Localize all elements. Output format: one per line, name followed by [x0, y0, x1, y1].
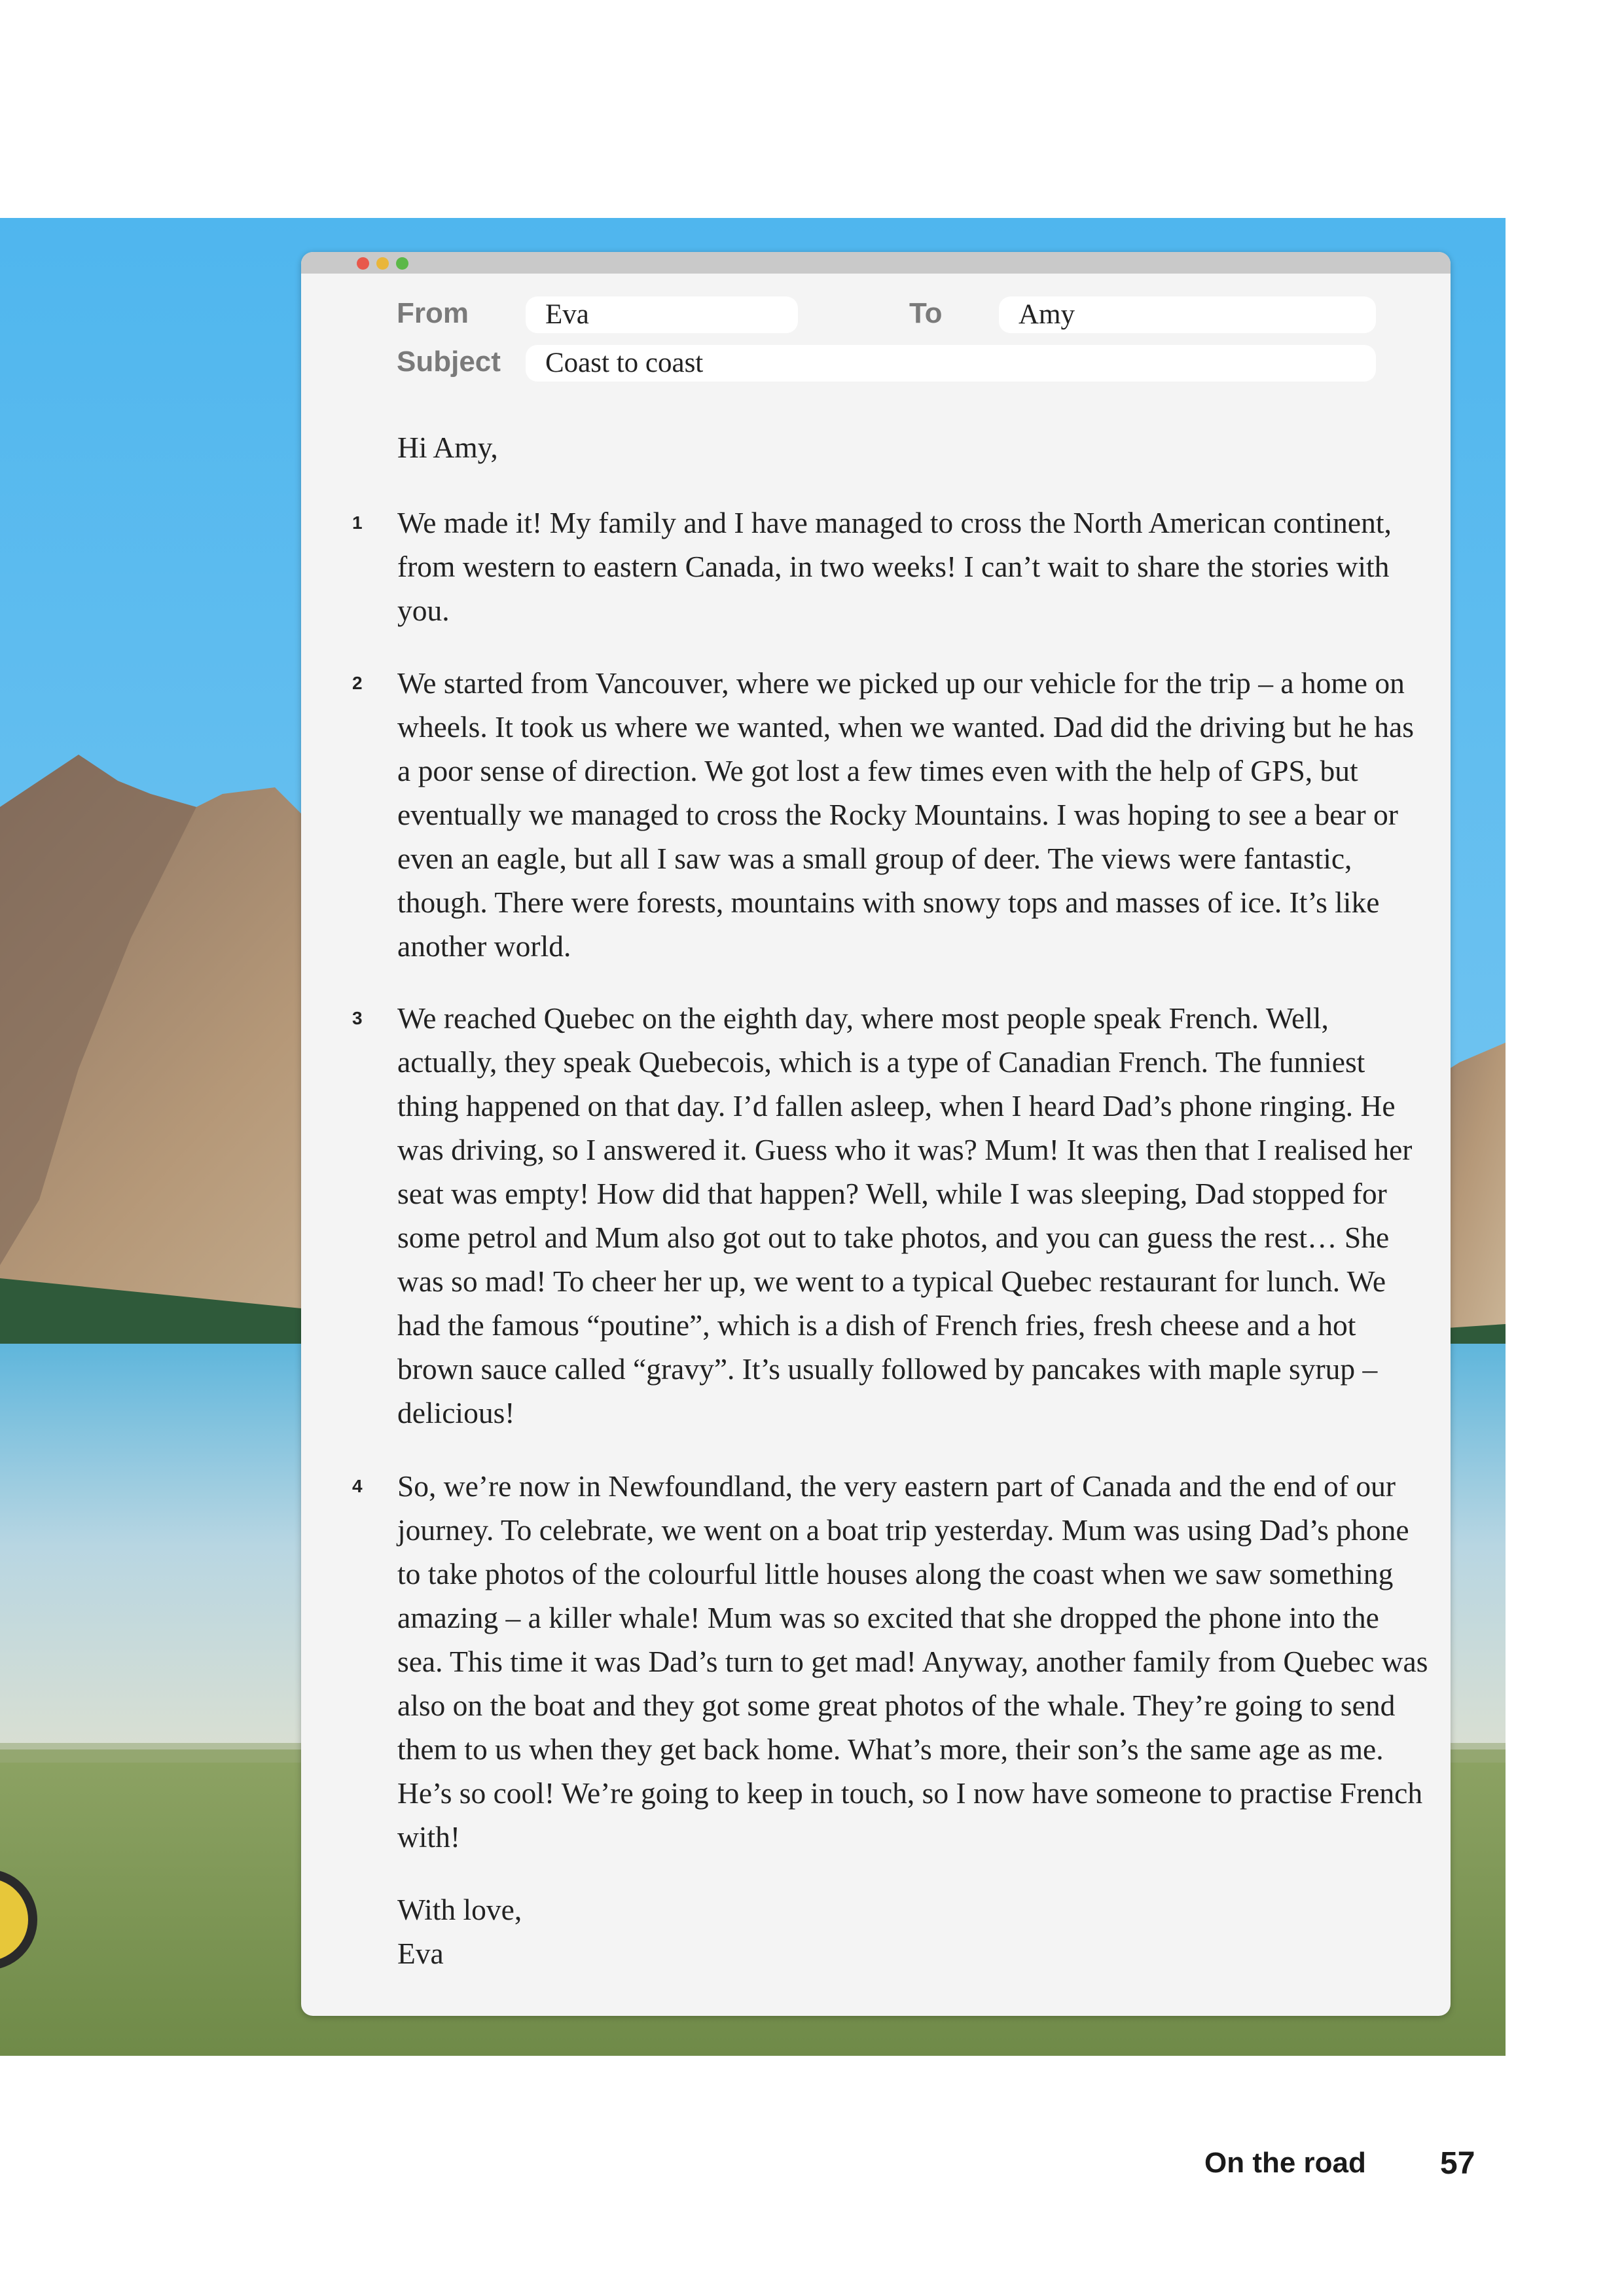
email-paragraph: So, we’re now in Newfoundland, the very eastern part of Canada and the end of our journey. To celebrate, we went on a boat trip yesterday. Mum was using Dad’s phone to take photos of the colourful little houses along the coast when we saw something amazing – a killer whale! Mum was so excited that she dropped the phone into the sea. This time it was Dad’s turn to get mad! Anyway, another family from Quebec was also on the boat and they got some great photos of the whale. They’re going to send them to us when they get back home. What’s more, their son’s the same age as me. He’s so cool! We’re going to keep in touch, so I now have someone to practise French with! — [397, 1469, 1428, 1854]
email-paragraph: We made it! My family and I have managed to cross the North American continent, from western to eastern Canada, in two weeks! I can’t wait to share the stories with you. — [397, 506, 1392, 627]
footer-page-number: 57 — [1440, 2146, 1475, 2181]
email-paragraph: We reached Quebec on the eighth day, where most people speak French. Well, actually, they speak Quebecois, which is a type of Canadian French. The funniest thing happened on that day. I’d fallen asleep, when I heard Dad’s phone ringing. He was driving, so I answered it. Guess who it was? Mum! It was then that I realised her seat was empty! How did that happen? Well, while I was sleeping, Dad stopped for some petrol and Mum also got out to take photos, and you can guess the rest… She was so mad! To cheer her up, we went to a typical Quebec restaurant for lunch. We had the famous “poutine”, which is a dish of French fries, fresh cheese and a hot brown sauce called “gravy”. It’s usually followed by pancakes with maple syrup – delicious! — [397, 1001, 1413, 1429]
paragraph-number: 1 — [352, 512, 363, 533]
close-window-dot-icon[interactable] — [357, 257, 369, 270]
from-label: From — [397, 297, 469, 329]
paragraph-number: 2 — [352, 673, 363, 693]
window-title-bar — [301, 252, 1451, 274]
subject-field[interactable]: Coast to coast — [526, 345, 1376, 382]
email-greeting: Hi Amy, — [397, 431, 498, 464]
minimize-window-dot-icon[interactable] — [376, 257, 389, 270]
email-closing: With love, — [397, 1893, 522, 1926]
email-signature: Eva — [397, 1937, 444, 1970]
to-label: To — [909, 297, 943, 329]
from-field[interactable]: Eva — [526, 296, 798, 333]
footer-section-title: On the road — [1204, 2147, 1366, 2179]
maximize-window-dot-icon[interactable] — [396, 257, 408, 270]
paragraph-number: 3 — [352, 1008, 363, 1028]
email-paragraph: We started from Vancouver, where we picked up our vehicle for the trip – a home on wheels. It took us where we wanted, when we wanted. Dad did the driving but he has a poor sense of direction. We got lost a few times even with the help of GPS, but eventually we managed to cross the Rocky Mountains. I was hoping to see a bear or even an eagle, but all I saw was a small group of deer. The views were fantastic, though. There were forests, mountains with snowy tops and masses of ice. It’s like another world. — [397, 666, 1414, 963]
to-field[interactable]: Amy — [999, 296, 1376, 333]
subject-label: Subject — [397, 346, 501, 378]
paragraph-number: 4 — [352, 1476, 363, 1496]
email-window — [301, 252, 1451, 2016]
